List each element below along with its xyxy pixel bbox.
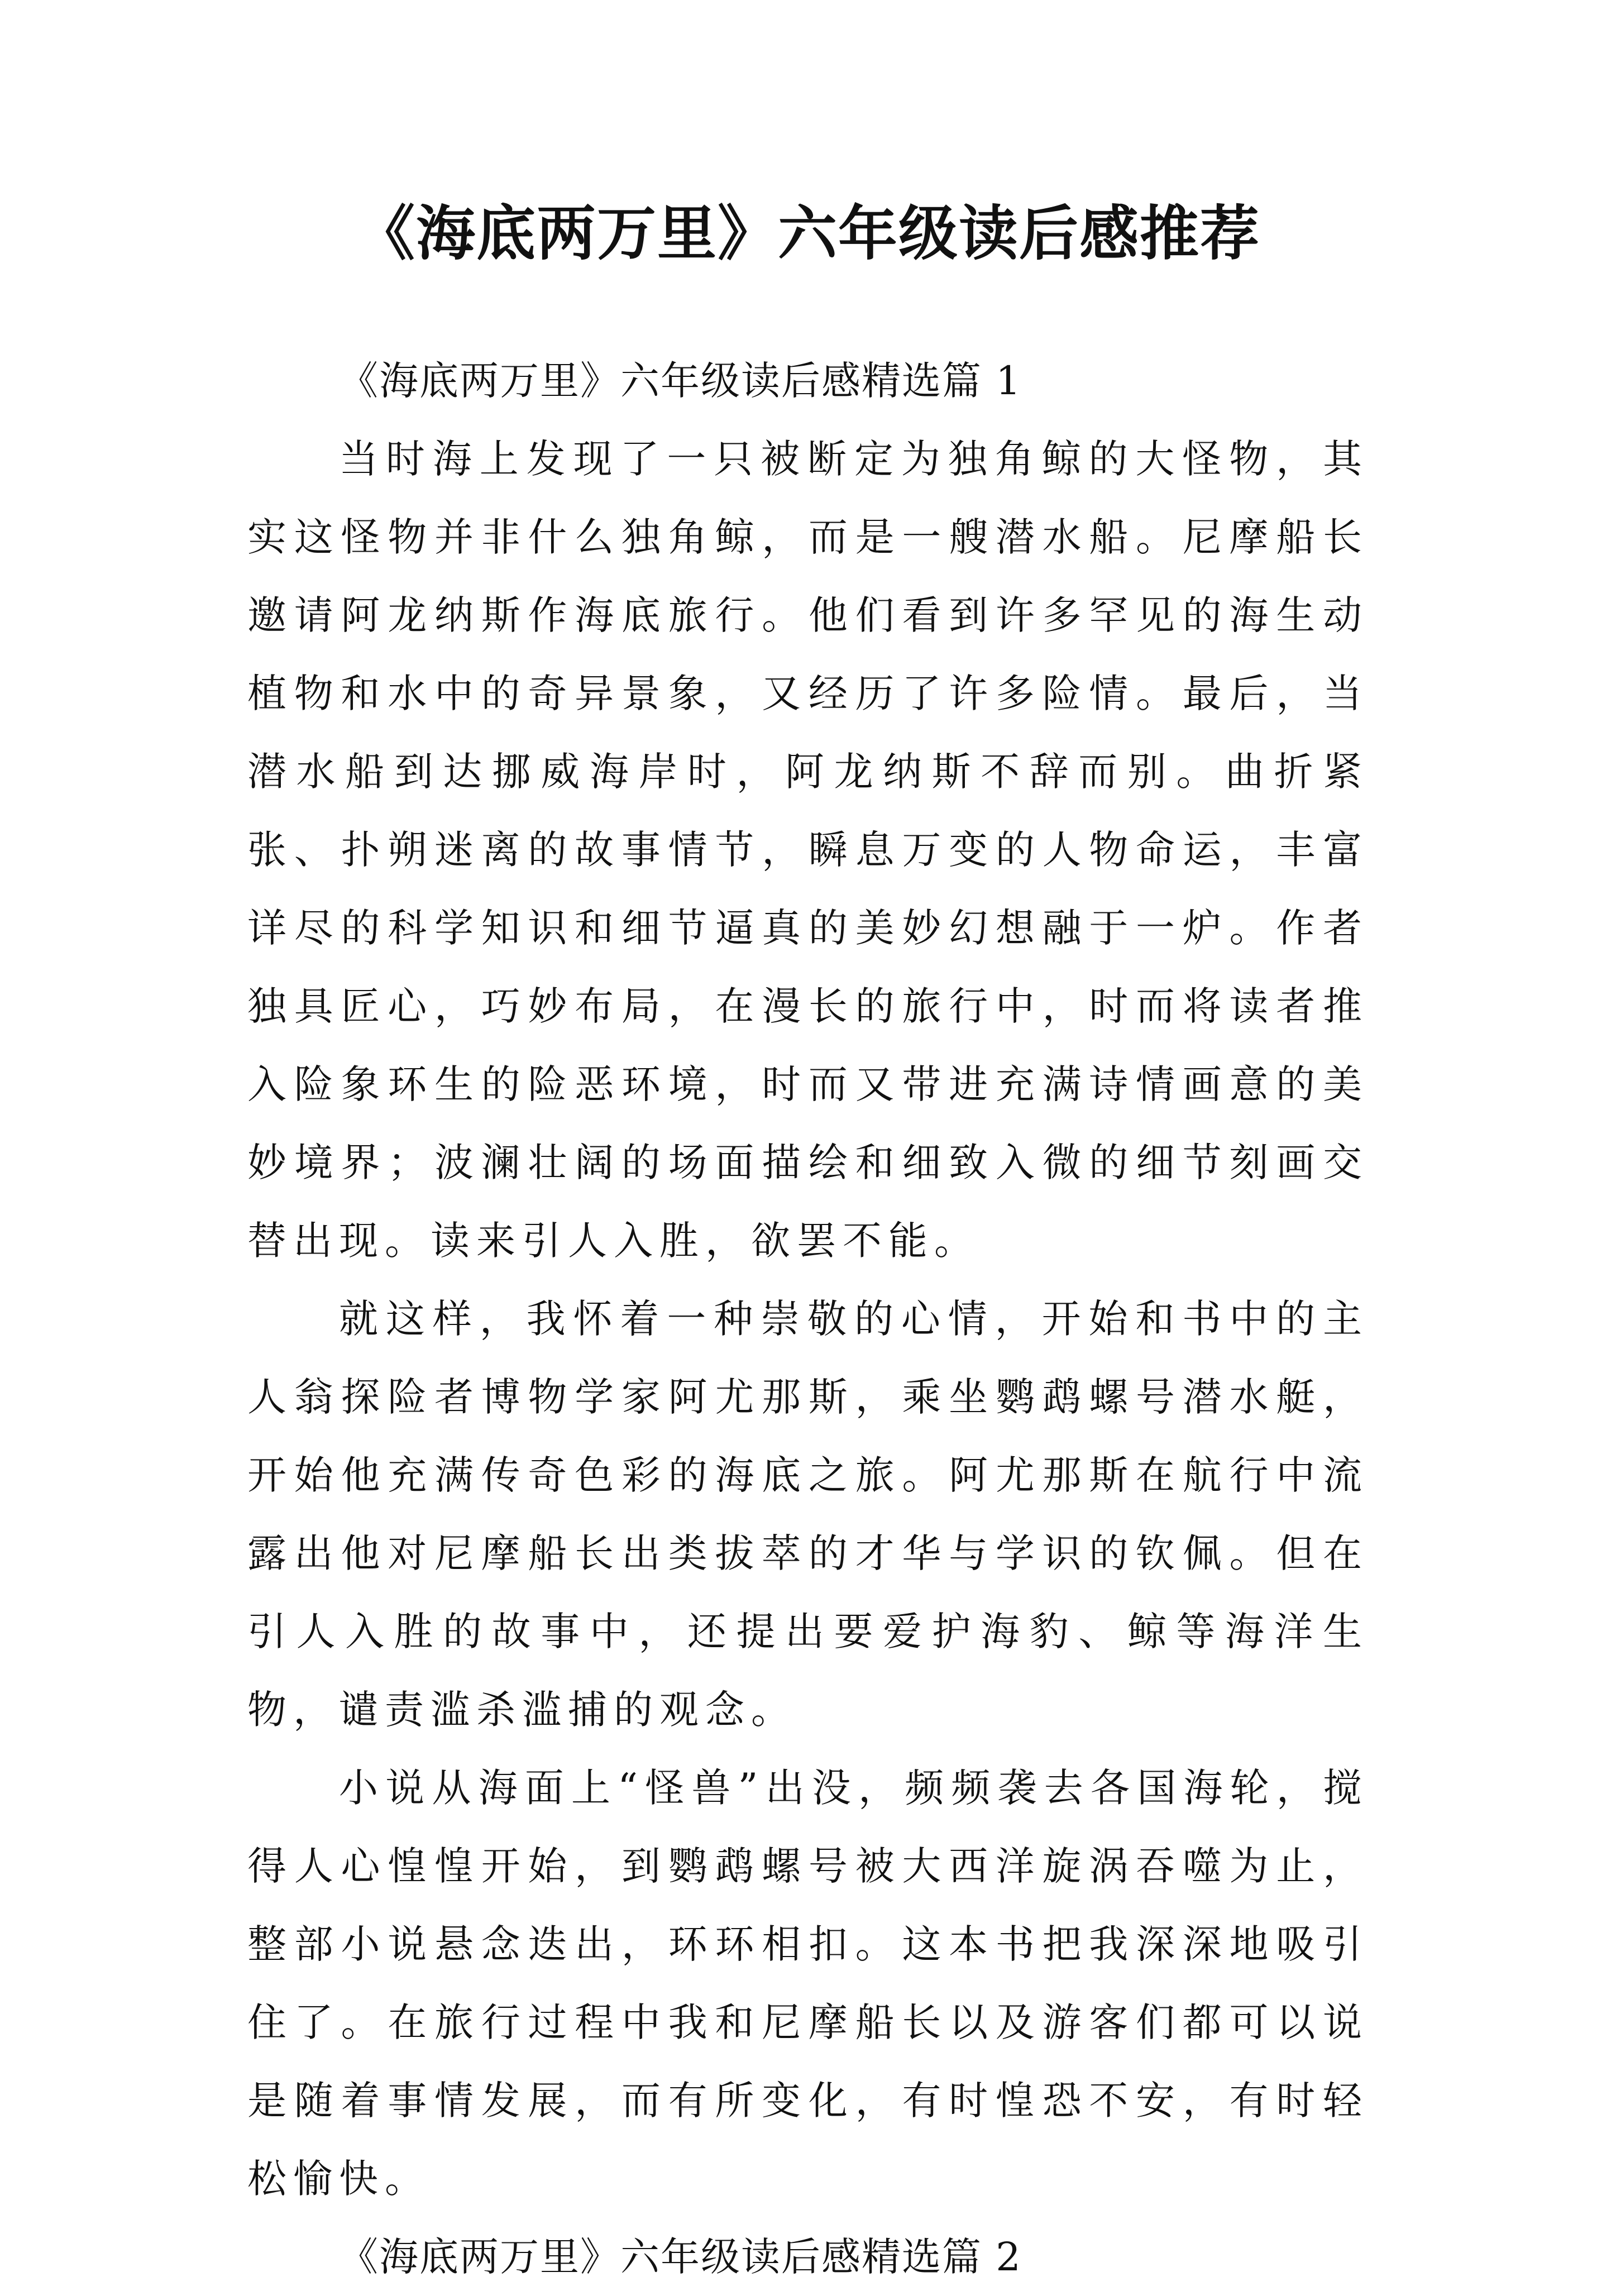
section-heading-2: 《海底两万里》六年级读后感精选篇 2	[339, 2234, 1022, 2280]
paragraph-1: 当时海上发现了一只被断定为独角鲸的大怪物，其实这怪物并非什么独角鲸，而是一艘潜水船。尼摩船长邀请阿龙纳斯作海底旅行。他们看到许多罕见的海生动植物和水中的奇异景象，又经历了许多险情。最后，当潜水船到达挪威海岸时，阿龙纳斯不辞而别。曲折紧张、扑朔迷离的故事情节，瞬息万变的人物命运，丰富详尽的科学知识和细节逼真的美妙幻想融于一炉。作者独具匠心，巧妙布局，在漫长的旅行中，时而将读者推入险象环生的险恶环境，时而又带进充满诗情画意的美妙境界；波澜壮阔的场面描绘和细致入微的细节刻画交替出现。读来引人入胜，欲罢不能。	[247, 436, 1369, 1264]
paragraph-2: 就这样，我怀着一种崇敬的心情，开始和书中的主人翁探险者博物学家阿尤那斯，乘坐鹦鹉螺号潜水艇，开始他充满传奇色彩的海底之旅。阿尤那斯在航行中流露出他对尼摩船长出类拔萃的才华与学识的钦佩。但在引人入胜的故事中，还提出要爱护海豹、鲸等海洋生物，谴责滥杀滥捕的观念。	[247, 1296, 1369, 1733]
document-title: 《海底两万里》六年级读后感推荐	[356, 198, 1260, 268]
section-heading-1: 《海底两万里》六年级读后感精选篇 1	[339, 358, 1022, 404]
document-body	[247, 342, 1369, 2296]
paragraph-3: 小说从海面上“怪兽”出没，频频袭去各国海轮，搅得人心惶惶开始，到鹦鹉螺号被大西洋旋涡吞噬为止，整部小说悬念迭出，环环相扣。这本书把我深深地吸引住了。在旅行过程中我和尼摩船长以及游客们都可以说是随着事情发展，而有所变化，有时惶恐不安，有时轻松愉快。	[247, 1765, 1369, 2202]
